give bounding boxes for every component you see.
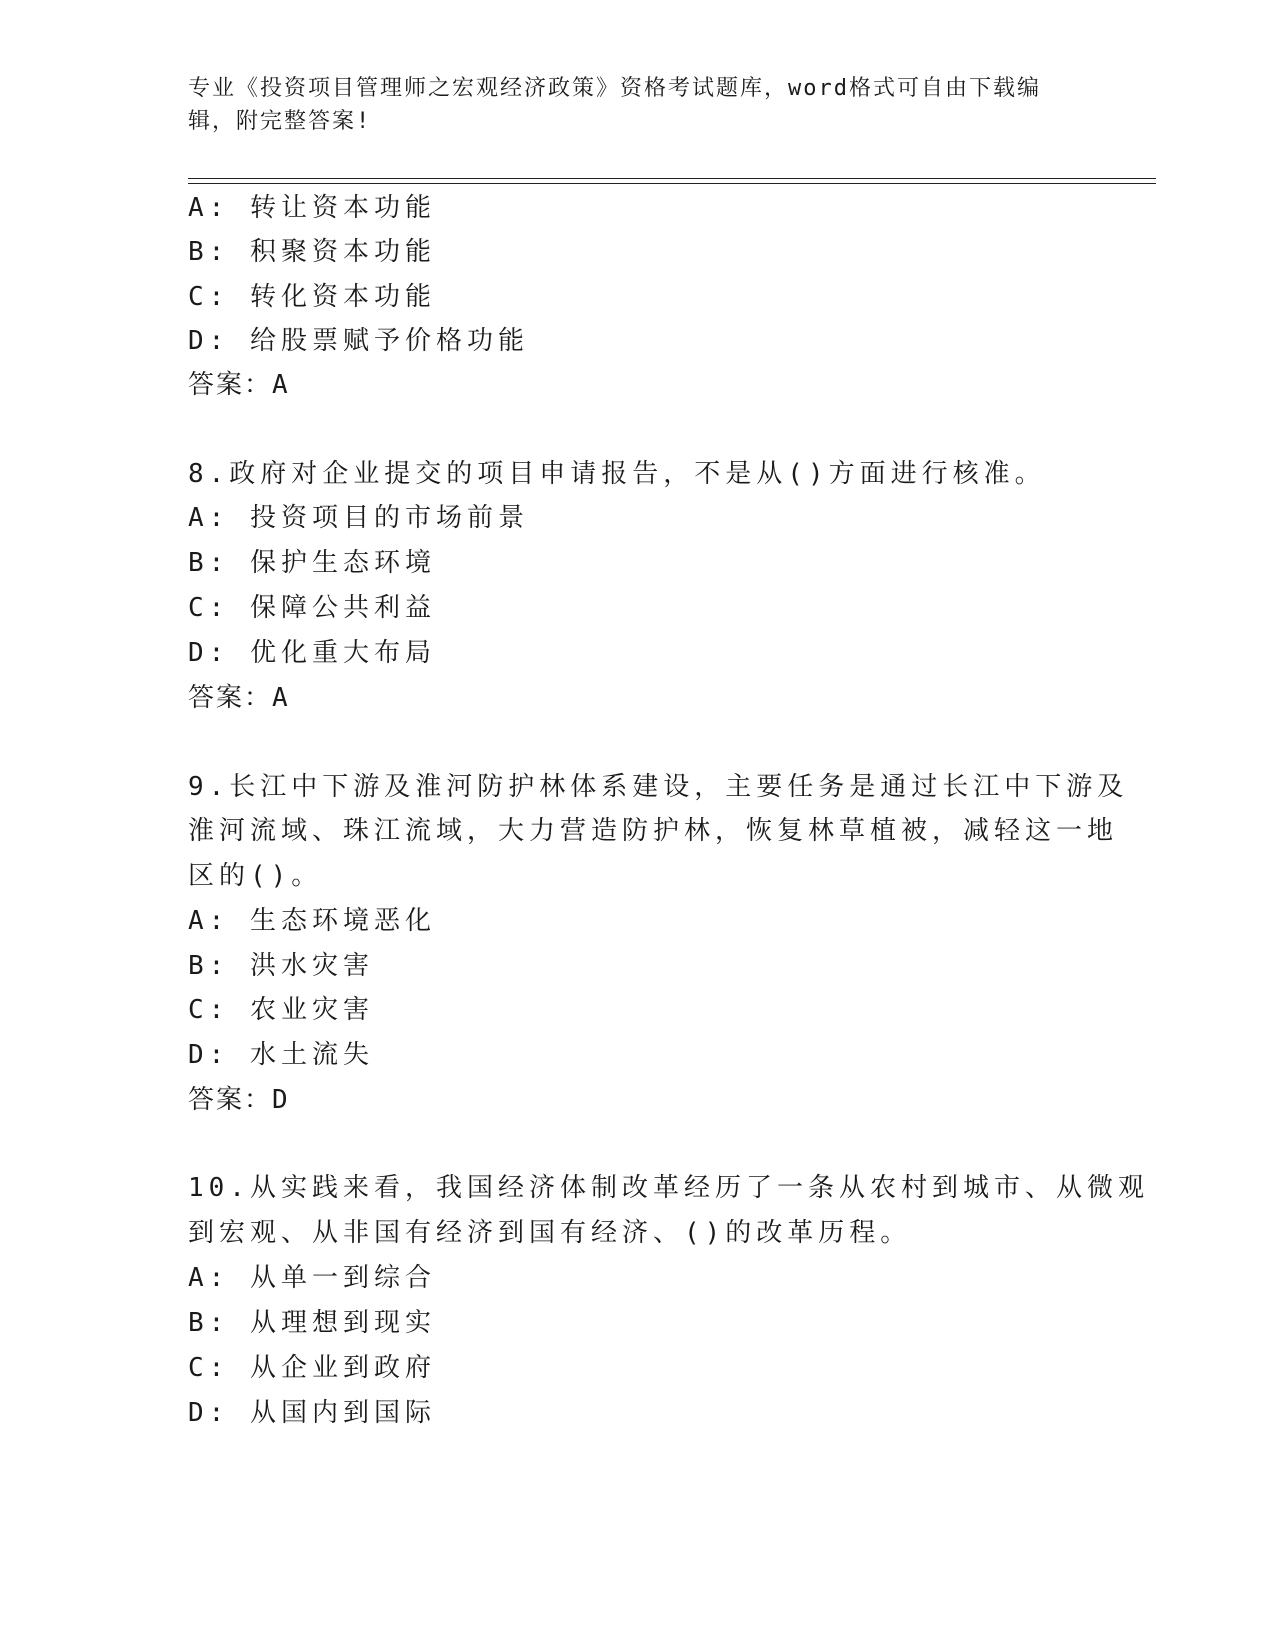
q9-stem-line-3: 区的()。	[188, 861, 323, 891]
q9-option-c: C: 农业灾害	[188, 995, 374, 1025]
q8-stem-line-1: 8.政府对企业提交的项目申请报告，不是从()方面进行核准。	[188, 459, 1046, 489]
q8-answer: 答案：A	[188, 683, 290, 713]
q10-option-b: B: 从理想到现实	[188, 1308, 436, 1338]
q10-stem-line-2: 到宏观、从非国有经济到国有经济、()的改革历程。	[188, 1218, 912, 1248]
header-divider-bottom	[188, 183, 1156, 184]
q7-answer: 答案：A	[188, 370, 290, 400]
q9-stem-line-1: 9.长江中下游及淮河防护林体系建设，主要任务是通过长江中下游及	[188, 772, 1129, 802]
q9-option-b: B: 洪水灾害	[188, 951, 374, 981]
q10-option-a: A: 从单一到综合	[188, 1263, 436, 1293]
q10-option-d: D: 从国内到国际	[188, 1398, 436, 1428]
q8-option-d: D: 优化重大布局	[188, 638, 436, 668]
q9-answer: 答案：D	[188, 1085, 290, 1115]
q7-option-a: A: 转让资本功能	[188, 193, 436, 223]
q7-option-b: B: 积聚资本功能	[188, 237, 436, 267]
q9-stem-line-2: 淮河流域、珠江流域，大力营造防护林，恢复林草植被，减轻这一地	[188, 816, 1119, 846]
q8-option-b: B: 保护生态环境	[188, 548, 436, 578]
q8-option-c: C: 保障公共利益	[188, 593, 436, 623]
q9-option-d: D: 水土流失	[188, 1040, 374, 1070]
header-line-1: 专业《投资项目管理师之宏观经济政策》资格考试题库，word格式可自由下载编	[188, 76, 1041, 101]
q10-option-c: C: 从企业到政府	[188, 1353, 436, 1383]
document-header	[188, 72, 1088, 138]
header-divider-top	[188, 178, 1156, 179]
header-line-2: 辑，附完整答案!	[188, 109, 372, 134]
q9-option-a: A: 生态环境恶化	[188, 906, 436, 936]
q7-option-d: D: 给股票赋予价格功能	[188, 326, 529, 356]
q8-option-a: A: 投资项目的市场前景	[188, 503, 529, 533]
q7-option-c: C: 转化资本功能	[188, 282, 436, 312]
q10-stem-line-1: 10.从实践来看，我国经济体制改革经历了一条从农村到城市、从微观	[188, 1173, 1149, 1203]
